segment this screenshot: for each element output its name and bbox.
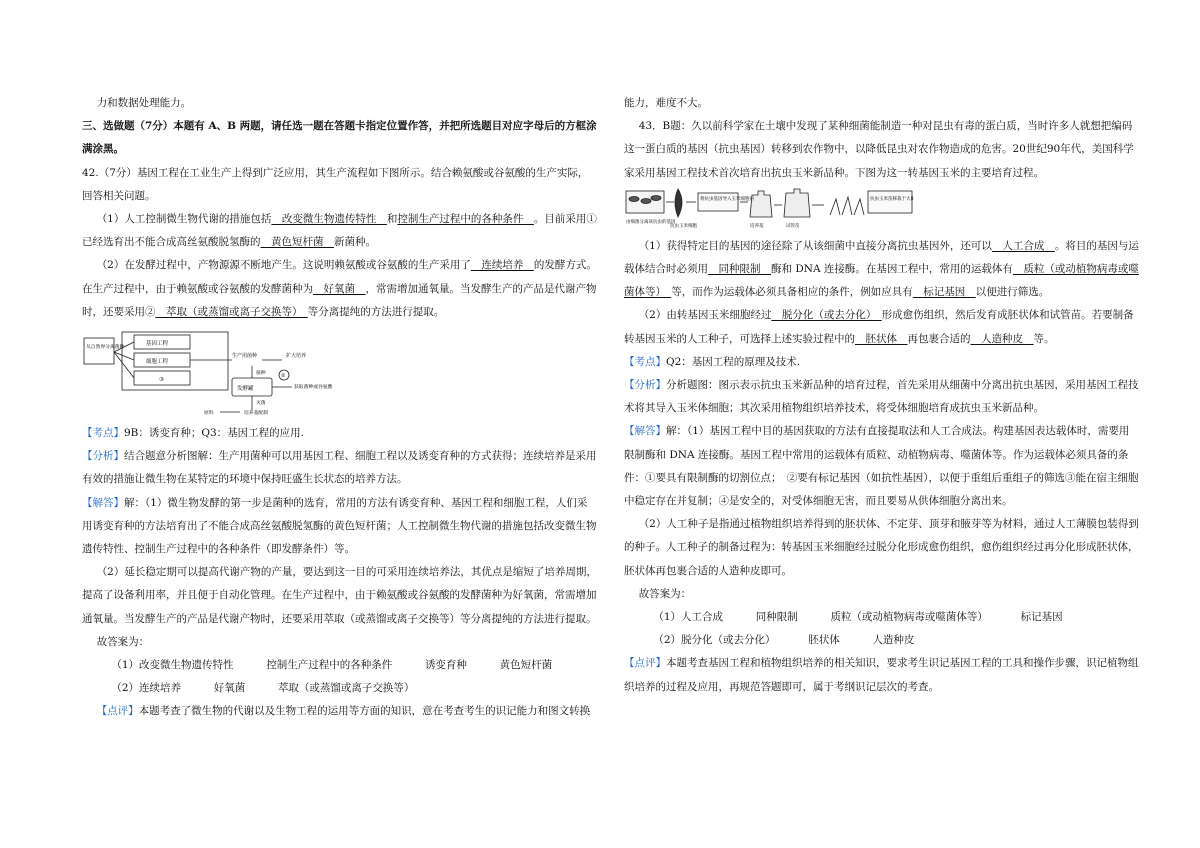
kaodian-tag: 【考点】: [82, 427, 124, 440]
answer-blank: 控制生产过程中的各种条件: [397, 213, 534, 226]
answer-heading-right: 故答案为：: [638, 587, 692, 600]
continued-text-right: 能力，难度不大。: [624, 97, 708, 109]
diagram-product: 获取菌种或谷氨酸: [294, 385, 333, 391]
diagram-step-1: 由细菌分离该抗虫的基因: [626, 219, 676, 225]
diagram-expand-culture: 扩大培养: [286, 353, 307, 360]
answer-blank: 萃取（或蒸馏或离子交换等）: [155, 305, 308, 318]
answer-blank: 改变微生物遗传特性: [271, 213, 387, 226]
diagram-step-5: 试管苗: [786, 223, 800, 229]
diagram-sterilize: 灭菌: [256, 401, 266, 407]
kaodian-section: 【考点】9B：诱变育种；Q3：基因工程的应用.: [82, 427, 305, 440]
diagram-genetic-engineering: 基因工程: [146, 341, 169, 348]
diagram-production-strain: 生产用菌种: [232, 353, 258, 360]
jieda-tag: 【解答】: [82, 496, 124, 509]
answer-blank: 质粒（或动植物病毒或噬菌体等）: [624, 263, 1139, 299]
answer-blank: 人工合成: [991, 239, 1055, 252]
answer-blank: 胚状体: [855, 332, 908, 345]
dianping-tag: 【点评】: [624, 657, 666, 670]
diagram-fermenter: 发酵罐: [237, 386, 254, 393]
fenxi-tag: 【分析】: [82, 450, 124, 463]
answer-line-1: （1）改变微生物遗传特性 控制生产过程中的各种条件 诱变育种 黄色短杆菌: [111, 659, 553, 672]
kaodian-section-right: 【考点】Q2：基因工程的原理及技术.: [624, 355, 801, 368]
diagram-source-label: 从自然界分离菌种: [86, 345, 125, 351]
jieda-section-right: 【解答】解：（1）基因工程中目的基因获取的方法有直接提取法和人工合成法。构建基因表达载体时，需要用限制酶和 DNA 连接酶。基因工程中常用的运载体有质粒、动植物病毒、噬菌体等。作为运载体必须具备的条件：①要具有限制酶的切割位点； ②要有标记基因（如抗性基因），以便于重组后重组子的筛选③能在宿主细胞中稳定存在并复制；④是安全的，对受体细胞无害，而且要易从供体细胞分离出来。: [624, 425, 1139, 508]
diagram-step-2: 将抗虫基因导入玉米细胞内: [700, 196, 754, 202]
answer-blank: 好氧菌: [313, 282, 366, 295]
fenxi-tag: 【分析】: [624, 379, 666, 392]
diagram-circle-3: ③: [159, 377, 164, 384]
question-42-intro: 42.（7分）基因工程在工业生产上得到广泛应用，其生产流程如下图所示。结合赖氨酸或谷氨酸的生产实际，回答相关问题。: [82, 166, 589, 202]
dianping-section: 【点评】本题考查了微生物的代谢以及生物工程的运用等方面的知识，意在考查考生的识记能力和图文转换: [96, 705, 591, 718]
continued-text: 力和数据处理能力。: [96, 97, 192, 109]
answer-blank: 标记基因: [912, 286, 976, 299]
question-42-part2: （2）在发酵过程中，产物源源不断地产生。这说明赖氨酸或谷氨酸的生产采用了 连续培养 的发酵方式。在生产过程中，由于赖氨酸或谷氨酸的发酵菌种为 好氧菌 ，常需增加通氧量。当发酵生产的产品是代谢产物时，还要采用② 萃取（或蒸馏或离子交换等） 等分离提纯的方法进行提取。: [82, 259, 597, 318]
left-column: [82, 92, 597, 724]
answer-blank: 脱分化（或去分化）: [771, 309, 882, 322]
diagram-cell-engineering: 细胞工程: [146, 359, 169, 366]
diagram-step-3: 抗虫玉米细胞: [670, 223, 697, 229]
answer-line-2-right: （2）脱分化（或去分化） 胚状体 人造种皮: [653, 634, 915, 647]
fenxi-section-right: 【分析】分析题图：图示表示抗虫玉米新品种的培育过程，首先采用从细菌中分离出抗虫基因，采用基因工程技术将其导入玉米体细胞；其次采用植物组织培养技术，将受体细胞培育成抗虫玉米新品种。: [624, 379, 1139, 415]
diagram-step-4: 培养基: [750, 223, 764, 229]
diagram-step-6: 抗虫玉米苗移栽于大田: [870, 196, 914, 202]
transgenic-corn-diagram: [624, 187, 914, 233]
answer-line-2: （2）连续培养 好氧菌 萃取（或蒸馏或离子交换等）: [111, 682, 415, 695]
jieda-tag: 【解答】: [624, 425, 666, 438]
fenxi-section: 【分析】结合题意分析图解：生产用菌种可以用基因工程、细胞工程以及诱变育种的方式获得；连续培养是采用有效的措施让微生物在某特定的环境中保持旺盛生长状态的培养方法。: [82, 450, 597, 486]
answer-blank: 人造种皮: [970, 332, 1034, 345]
dianping-section-right: 【点评】本题考查基因工程和植物组织培养的相关知识，要求考生识记基因工程的工具和操作步骤，识记植物组织培养的过程及应用，再规范答题即可，属于考纲识记层次的考查。: [624, 657, 1139, 693]
question-43-part1: （1）获得特定目的基因的途径除了从该细菌中直接分离抗虫基因外，还可以 人工合成 。将目的基因与运载体结合时必须用 同种限制 酶和 DNA 连接酶。在基因工程中，常用的运载体有 质粒（或动植物病毒或噬菌体等） 等，而作为运载体必须具备相应的条件，例如应具有 标记基因 以便进行筛选。: [624, 239, 1139, 299]
answer-heading: 故答案为：: [96, 635, 150, 648]
jieda-section: 【解答】解：（1）微生物发酵的第一步是菌种的选育，常用的方法有诱变育种、基因工程和细胞工程，人们采用诱变育种的方法培育出了不能合成高丝氨酸脱氢酶的黄色短杆菌；人工控制微生物代谢的措施包括改变微生物遗传特性、控制生产过程中的各种条件（即发酵条件）等。: [82, 496, 597, 556]
diagram-circle-2: ②: [281, 373, 286, 380]
jieda-part2-right: （2）人工种子是指通过植物组织培养得到的胚状体、不定芽、顶芽和腋芽等为材料，通过人工薄膜包装得到的种子。人工种子的制备过程为：转基因玉米细胞经过脱分化形成愈伤组织，愈伤组织经过再分化形成胚状体，胚状体再包裹合适的人造种皮即可。: [624, 518, 1139, 577]
diagram-raw-material: 原料: [204, 411, 214, 417]
question-43-part2: （2）由转基因玉米细胞经过 脱分化（或去分化） 形成愈伤组织，然后发育成胚状体和试管苗。若要制备转基因玉米的人工种子，可选择上述实验过程中的 胚状体 再包裹合适的 人造种皮 等。: [624, 309, 1134, 345]
answer-line-1-right: （1）人工合成 同种限制 质粒（或动植物病毒或噬菌体等） 标记基因: [653, 611, 1063, 624]
answer-blank: 同种限制: [708, 263, 771, 276]
jieda-part2: （2）延长稳定期可以提高代谢产物的产量，要达到这一目的可采用连续培养法，其优点是缩短了培养周期，提高了设备利用率，并且便于自动化管理。在生产过程中，由于赖氨酸或谷氨酸的发酵菌种为好氧菌，常需增加通氧量。当发酵生产的产品是代谢产物时，还要采用萃取（或蒸馏或离子交换等）等分离提纯的方法进行提取。: [82, 566, 597, 625]
question-43-intro: 43．B题：久以前科学家在土壤中发现了某种细菌能制造一种对昆虫有毒的蛋白质，当时许多人就想把编码这一蛋白质的基因（抗虫基因）转移到农作物中，以降低昆虫对农作物造成的危害。20世纪90年代，美国科学家采用基因工程技术首次培育出抗虫玉米新品种。下图为这一转基因玉米的主要培育过程。: [624, 120, 1134, 179]
answer-blank: 连续培养: [470, 259, 534, 272]
diagram-medium: 培养基配制: [244, 411, 268, 417]
section-heading: 三、选做题（7分）本题有 A、B 两题，请任选一题在答题卡指定位置作答，并把所选题目对应字母后的方框涂满涂黑。: [82, 120, 597, 156]
diagram-inoculate: 接种: [256, 371, 266, 377]
kaodian-tag: 【考点】: [624, 355, 666, 368]
answer-blank: 黄色短杆菌: [260, 236, 334, 249]
right-column: [624, 92, 1139, 699]
dianping-tag: 【点评】: [96, 705, 139, 718]
fermentation-flow-diagram: [82, 330, 342, 418]
question-42-part1: （1）人工控制微生物代谢的措施包括 改变微生物遗传特性 和控制生产过程中的各种条件 。目前采用①已经选育出不能合成高丝氨酸脱氢酶的 黄色短杆菌 新菌种。: [82, 213, 597, 249]
